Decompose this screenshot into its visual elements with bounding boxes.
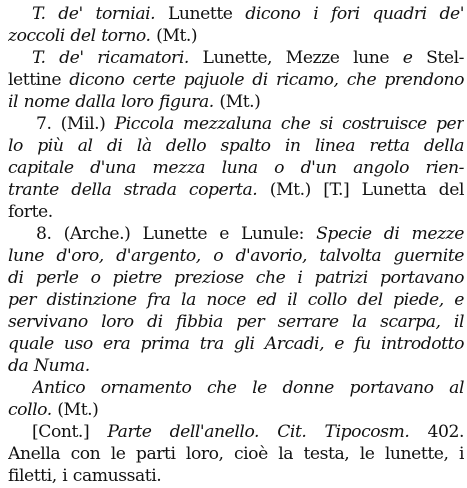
text-run: il nome dalla loro figura. bbox=[8, 92, 220, 112]
text-run: 8. (Arche.) Lunette e Lunule: bbox=[36, 224, 317, 244]
text-run: di perle o pietre preziose che i patrizi portavano bbox=[8, 268, 464, 288]
text-run: Antico ornamento che le donne portavano al bbox=[32, 378, 464, 398]
text-run: (Mt.) bbox=[57, 400, 99, 420]
text-line-11 bbox=[36, 223, 464, 246]
text-run: T. de' torniai. bbox=[32, 4, 168, 24]
text-line-16 bbox=[8, 333, 464, 356]
text-run: (Mt.) [T.] Lunetta del bbox=[269, 180, 464, 200]
text-run: lune d'oro, d'argento, o d'avorio, talvolta guernite bbox=[8, 246, 464, 266]
text-line-8 bbox=[8, 157, 464, 180]
text-line-2 bbox=[8, 25, 464, 48]
text-run: 402. bbox=[427, 422, 464, 442]
text-line-5 bbox=[8, 91, 464, 114]
text-run: capitale d'una mezza luna o d'un angolo rien- bbox=[8, 158, 464, 178]
text-run: e bbox=[402, 48, 427, 68]
text-line-20 bbox=[32, 421, 464, 444]
text-line-1 bbox=[32, 3, 464, 26]
text-run: Stel- bbox=[426, 48, 464, 68]
text-line-21 bbox=[8, 443, 464, 466]
text-line-13 bbox=[8, 267, 464, 290]
text-run: trante della strada coperta. bbox=[8, 180, 270, 200]
text-line-12 bbox=[8, 245, 464, 268]
text-run: zoccoli del torno. bbox=[8, 26, 157, 46]
text-run: forte. bbox=[8, 202, 53, 222]
text-run: quale uso era prima tra gli Arcadi, e fu introdotto bbox=[8, 334, 464, 354]
text-line-17 bbox=[8, 355, 464, 378]
text-line-14 bbox=[8, 289, 464, 312]
text-run: servivano loro di fibbia per serrare la scarpa, il bbox=[8, 312, 464, 332]
text-run: da Numa. bbox=[8, 356, 90, 376]
text-line-10 bbox=[8, 201, 464, 224]
text-run: collo. bbox=[8, 400, 58, 420]
text-run: 7. (Mil.) bbox=[36, 114, 115, 134]
text-run: filetti, i camussati. bbox=[8, 466, 162, 486]
text-run: dicono i fori quadri de' bbox=[245, 4, 464, 24]
text-line-18 bbox=[32, 377, 464, 400]
text-run: Lunette, Mezze lune bbox=[202, 48, 403, 68]
text-line-19 bbox=[8, 399, 464, 422]
text-run: lo più al di là dello spalto in linea retta della bbox=[8, 136, 464, 156]
text-run: Lunette bbox=[167, 4, 246, 24]
text-run: [Cont.] bbox=[32, 422, 108, 442]
text-line-7 bbox=[8, 135, 464, 158]
text-run: Anella con le parti loro, cioè la testa, le lunette, i bbox=[8, 444, 464, 464]
text-line-9 bbox=[8, 179, 464, 202]
text-line-15 bbox=[8, 311, 464, 334]
text-line-22 bbox=[8, 465, 464, 488]
text-run: Specie di mezze bbox=[316, 224, 464, 244]
text-run: (Mt.) bbox=[219, 92, 261, 112]
text-run: (Mt.) bbox=[156, 26, 198, 46]
text-line-3 bbox=[32, 47, 464, 70]
text-run: Parte dell'anello. Cit. Tipocosm. bbox=[107, 422, 428, 442]
text-line-6 bbox=[36, 113, 464, 136]
text-run: dicono certe pajuole di ricamo, che prendono bbox=[69, 70, 464, 90]
text-run: Piccola mezzaluna che si costruisce per bbox=[114, 114, 464, 134]
text-run: per distinzione fra la noce ed il collo del piede, e bbox=[8, 290, 464, 310]
text-line-4 bbox=[8, 69, 464, 92]
text-run: lettine bbox=[8, 70, 70, 90]
text-run: T. de' ricamatori. bbox=[32, 48, 203, 68]
